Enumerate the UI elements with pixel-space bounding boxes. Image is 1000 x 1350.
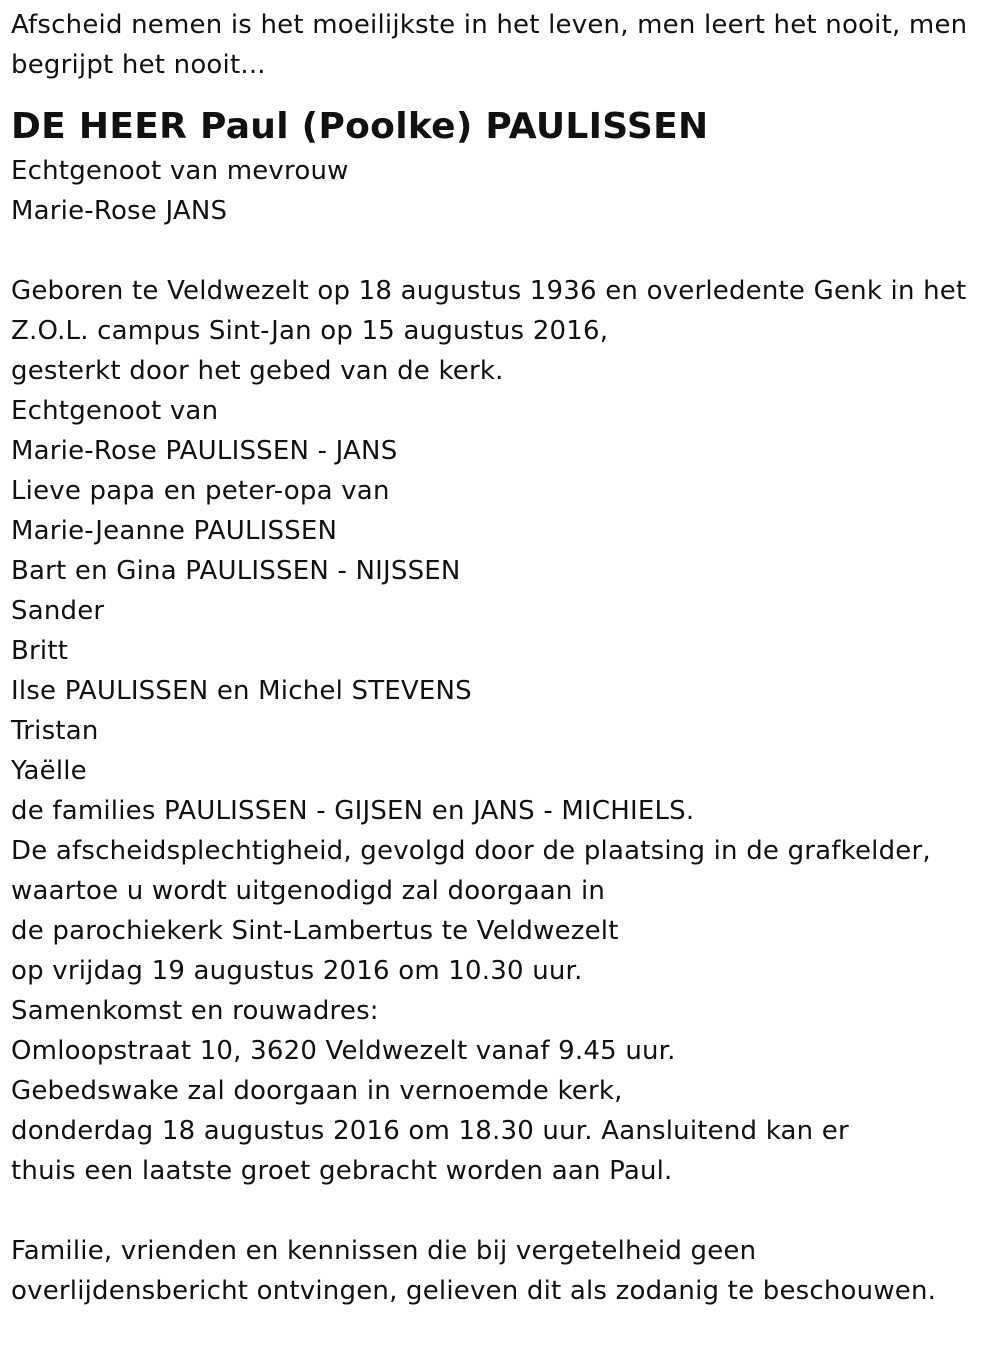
body-line: Bart en Gina PAULISSEN - NIJSSEN bbox=[11, 556, 461, 586]
body-line: Geboren te Veldwezelt op 18 augustus 1936 en overledente Genk in het bbox=[11, 276, 967, 306]
body-line: Tristan bbox=[11, 716, 99, 746]
body-line: Gebedswake zal doorgaan in vernoemde kerk, bbox=[11, 1076, 623, 1106]
body-line: Lieve papa en peter-opa van bbox=[11, 476, 390, 506]
body-line: Sander bbox=[11, 596, 105, 626]
body-line: donderdag 18 augustus 2016 om 18.30 uur. Aansluitend kan er bbox=[11, 1116, 849, 1146]
spacer bbox=[11, 231, 991, 271]
body-line: thuis een laatste groet gebracht worden aan Paul. bbox=[11, 1156, 673, 1186]
footer-line: overlijdensbericht ontvingen, gelieven dit als zodanig te beschouwen. bbox=[11, 1276, 937, 1306]
intro-quote bbox=[11, 0, 991, 85]
obituary-notice bbox=[11, 0, 991, 1311]
body-line: waartoe u wordt uitgenodigd zal doorgaan in bbox=[11, 876, 606, 906]
body-line: gesterkt door het gebed van de kerk. bbox=[11, 356, 504, 386]
body-line: Marie-Jeanne PAULISSEN bbox=[11, 516, 338, 546]
body-line: Echtgenoot van bbox=[11, 396, 219, 426]
footer-line: Familie, vrienden en kennissen die bij vergetelheid geen bbox=[11, 1236, 757, 1266]
body-line: Britt bbox=[11, 636, 69, 666]
body-line: Z.O.L. campus Sint-Jan op 15 augustus 2016, bbox=[11, 316, 609, 346]
body-line: Marie-Rose PAULISSEN - JANS bbox=[11, 436, 398, 466]
body-line: de parochiekerk Sint-Lambertus te Veldwezelt bbox=[11, 916, 619, 946]
spouse-block bbox=[11, 151, 991, 231]
spouse-line: Marie-Rose JANS bbox=[11, 196, 228, 226]
body-line: op vrijdag 19 augustus 2016 om 10.30 uur. bbox=[11, 956, 583, 986]
intro-line: begrijpt het nooit... bbox=[11, 50, 266, 80]
obituary-body bbox=[11, 271, 991, 1191]
body-line: de families PAULISSEN - GIJSEN en JANS - MICHIELS. bbox=[11, 796, 695, 826]
spacer bbox=[11, 1191, 991, 1231]
body-line: Samenkomst en rouwadres: bbox=[11, 996, 379, 1026]
body-line: Omloopstraat 10, 3620 Veldwezelt vanaf 9.45 uur. bbox=[11, 1036, 676, 1066]
footer-note bbox=[11, 1231, 991, 1311]
deceased-name-title: DE HEER Paul (Poolke) PAULISSEN bbox=[11, 106, 709, 147]
body-line: Yaëlle bbox=[11, 756, 87, 786]
spouse-line: Echtgenoot van mevrouw bbox=[11, 156, 349, 186]
body-line: De afscheidsplechtigheid, gevolgd door de plaatsing in de grafkelder, bbox=[11, 836, 931, 866]
intro-line: Afscheid nemen is het moeilijkste in het leven, men leert het nooit, men bbox=[11, 10, 968, 40]
body-line: Ilse PAULISSEN en Michel STEVENS bbox=[11, 676, 472, 706]
